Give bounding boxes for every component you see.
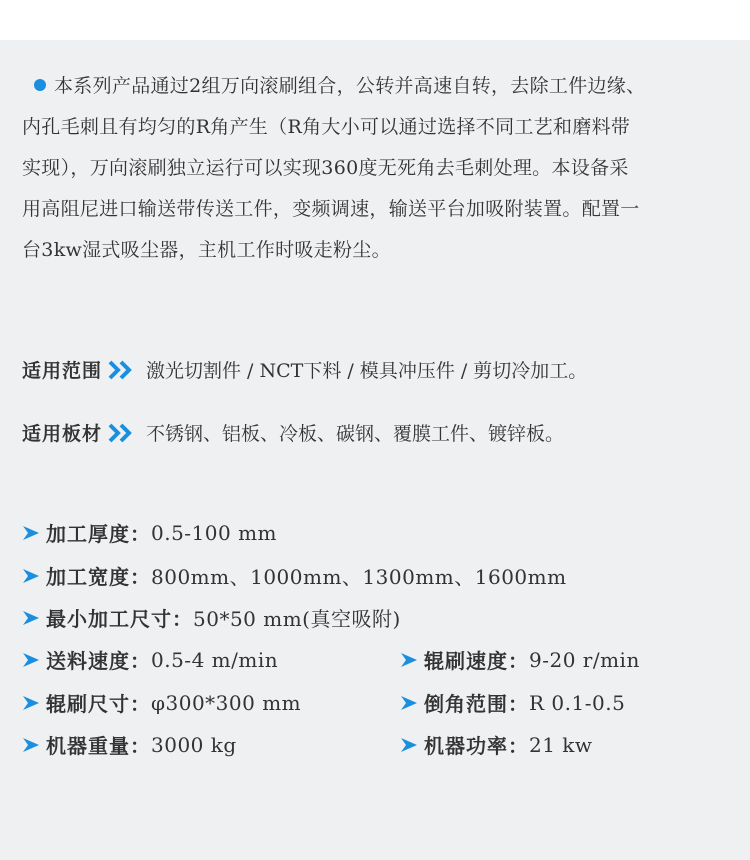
spec-label: 送料速度： [46,649,151,673]
intro-line: 内孔毛刺且有均匀的R角产生（R角大小可以通过选择不同工艺和磨料带 [22,116,631,138]
arrow-right-icon [400,695,418,711]
intro-paragraph [22,66,727,271]
arrow-right-icon [22,695,40,711]
spec-feed-speed [22,645,278,674]
double-chevron-right-icon [108,423,134,443]
spec-thickness [22,518,277,547]
spec-label: 倒角范围： [424,692,529,716]
spec-label: 机器功率： [424,734,529,758]
intro-line: 实现），万向滚刷独立运行可以实现360度无死角去毛刺处理。本设备采 [22,157,629,179]
spec-value: 3000 kg [151,732,237,757]
material-scope-label: 适用板材 [22,423,103,445]
spec-roller-speed [400,645,640,674]
arrow-right-icon [22,652,40,668]
application-scope-value: 激光切割件 / NCT下料 / 模具冲压件 / 剪切冷加工。 [146,360,588,382]
spec-power [400,730,593,759]
application-scope-row [22,356,587,383]
spec-label: 加工宽度： [46,565,151,589]
spec-value: φ300*300 mm [151,690,302,715]
spec-chamfer [400,688,625,717]
spec-value: 9-20 r/min [529,647,640,672]
arrow-right-icon [22,568,40,584]
double-chevron-right-icon [108,360,134,380]
material-scope-row [22,419,564,446]
bullet-dot-icon [34,79,46,91]
intro-line: 本系列产品通过2组万向滚刷组合，公转并高速自转，去除工件边缘、 [22,66,727,107]
intro-line: 台3kw湿式吸尘器，主机工作时吸走粉尘。 [22,239,391,261]
arrow-right-icon [400,737,418,753]
spec-value: 50*50 mm(真空吸附) [193,607,401,631]
spec-roller-size [22,688,301,717]
spec-value: 0.5-100 mm [151,520,278,545]
spec-width [22,561,567,590]
arrow-right-icon [22,610,40,626]
spec-label: 辊刷速度： [424,649,529,673]
spec-value: 0.5-4 m/min [151,647,279,672]
arrow-right-icon [400,652,418,668]
spec-weight [22,730,237,759]
arrow-right-icon [22,737,40,753]
spec-min-size [22,603,401,632]
spec-label: 辊刷尺寸： [46,692,151,716]
arrow-right-icon [22,525,40,541]
spec-label: 最小加工尺寸： [46,607,193,631]
spec-label: 机器重量： [46,734,151,758]
application-scope-label: 适用范围 [22,360,103,382]
spec-label: 加工厚度： [46,522,151,546]
intro-line: 用高阻尼进口输送带传送工件，变频调速，输送平台加吸附装置。配置一 [22,198,640,220]
material-scope-value: 不锈钢、铝板、冷板、碳钢、覆膜工件、镀锌板。 [146,423,565,445]
spec-value: 800mm、1000mm、1300mm、1600mm [151,565,567,589]
spec-value: 21 kw [529,732,593,757]
spec-value: R 0.1-0.5 [529,690,626,715]
